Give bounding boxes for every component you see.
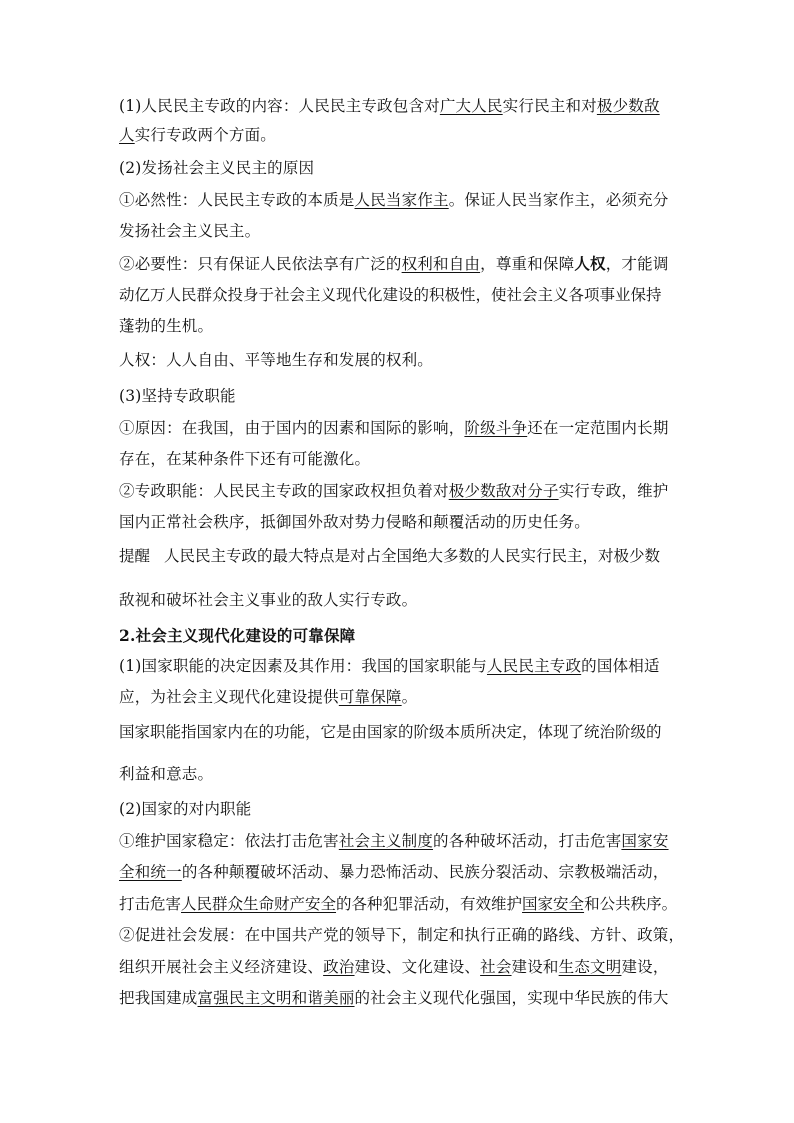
text-run: 建设和 bbox=[511, 958, 559, 976]
text-run: (1)人民民主专政的内容：人民民主专政包含对 bbox=[119, 97, 440, 115]
underlined-answer: 极少数敌 bbox=[596, 97, 660, 115]
text-line bbox=[119, 799, 251, 819]
text-line bbox=[119, 158, 314, 178]
text-run: 实行民主和对 bbox=[502, 97, 597, 115]
underlined-answer: 社会 bbox=[480, 958, 512, 976]
text-run: 实行专政，维护 bbox=[558, 482, 669, 500]
text-run: 建设， bbox=[621, 958, 669, 976]
text-line bbox=[119, 590, 417, 610]
text-run: 还在一定范围内长期 bbox=[527, 419, 669, 437]
text-line bbox=[119, 626, 355, 646]
text-line bbox=[119, 722, 662, 742]
text-run: 的各种破坏活动，打击危害 bbox=[433, 832, 622, 850]
text-run: 的国体相适 bbox=[581, 657, 660, 675]
text-run: 的各种犯罪活动，有效维护 bbox=[336, 895, 523, 913]
underlined-answer: 权利和自由 bbox=[401, 255, 481, 273]
underlined-answer: 国家安全 bbox=[522, 895, 585, 913]
bold-text: 人权 bbox=[574, 254, 606, 273]
text-run: 建设、文化建设、 bbox=[354, 958, 481, 976]
text-line bbox=[119, 350, 433, 370]
text-line bbox=[119, 418, 669, 438]
text-run: ②专政职能：人民民主专政的国家政权担负着对 bbox=[119, 482, 449, 500]
text-line bbox=[119, 546, 660, 566]
text-line bbox=[119, 449, 370, 469]
text-run: 发扬社会主义民主。 bbox=[119, 222, 261, 240]
text-run: ②必要性：只有保证人民依法享有广泛的 bbox=[119, 255, 402, 273]
text-line bbox=[119, 125, 276, 145]
text-run: ，尊重和保障 bbox=[480, 255, 575, 273]
text-line bbox=[119, 316, 213, 336]
underlined-answer: 广大人民 bbox=[439, 97, 503, 115]
text-line bbox=[119, 764, 213, 784]
underlined-answer: 人民群众生命财产安全 bbox=[181, 895, 337, 913]
text-line bbox=[119, 285, 662, 305]
underlined-answer: 可靠保障 bbox=[338, 688, 402, 706]
underlined-answer: 生态文明 bbox=[558, 958, 622, 976]
text-line bbox=[119, 988, 669, 1008]
text-line bbox=[119, 894, 677, 914]
text-run: 人民民主专政的最大特点是对占全国绝大多数的人民实行民主，对极少数 bbox=[164, 547, 661, 565]
text-run: 蓬勃的生机。 bbox=[119, 317, 214, 335]
underlined-answer: 富强民主文明和谐美丽 bbox=[197, 989, 355, 1007]
text-run: (2)发扬社会主义民主的原因 bbox=[119, 159, 315, 177]
text-line bbox=[119, 190, 669, 210]
text-line bbox=[119, 687, 417, 707]
underlined-answer: 社会主义制度 bbox=[338, 832, 434, 850]
text-run: ，才能调 bbox=[605, 255, 669, 273]
text-line bbox=[119, 656, 660, 676]
underlined-answer: 国家安 bbox=[621, 832, 669, 850]
text-run: 应，为社会主义现代化建设提供 bbox=[119, 688, 339, 706]
underlined-answer: 极少数敌对分子 bbox=[448, 482, 559, 500]
text-line bbox=[119, 386, 236, 406]
text-run: 提醒 bbox=[119, 547, 151, 565]
text-run: 的各种颠覆破坏活动、暴力恐怖活动、民族分裂活动、宗教极端活动， bbox=[181, 863, 669, 881]
text-run: (1)国家职能的决定因素及其作用：我国的国家职能与 bbox=[119, 657, 487, 675]
text-run: 敌视和破坏社会主义事业的敌人实行专政。 bbox=[119, 591, 418, 609]
text-run: ①原因：在我国，由于国内的因素和国际的影响， bbox=[119, 419, 465, 437]
underlined-answer: 人 bbox=[119, 126, 135, 144]
text-line bbox=[119, 957, 669, 977]
text-line bbox=[119, 862, 669, 882]
text-run: 动亿万人民群众投身于社会主义现代化建设的积极性，使社会主义各项事业保持 bbox=[119, 286, 662, 304]
text-run: (3)坚持专政职能 bbox=[119, 387, 236, 405]
text-line bbox=[119, 512, 590, 532]
text-run: 把我国建成 bbox=[119, 989, 198, 1007]
text-run: 利益和意志。 bbox=[119, 765, 214, 783]
text-line bbox=[119, 925, 684, 945]
text-run: 打击危害 bbox=[119, 895, 182, 913]
text-line bbox=[119, 254, 669, 274]
text-run: 。保证人民当家作主，必须充分 bbox=[448, 191, 669, 209]
bold-text: 2.社会主义现代化建设的可靠保障 bbox=[119, 626, 356, 645]
text-run: 组织开展社会主义经济建设、 bbox=[119, 958, 324, 976]
underlined-answer: 人民当家作主 bbox=[354, 191, 449, 209]
text-line bbox=[119, 831, 669, 851]
text-run: 存在，在某种条件下还有可能激化。 bbox=[119, 450, 371, 468]
text-run: 国家职能指国家内在的功能，它是由国家的阶级本质所决定，体现了统治阶级的 bbox=[119, 723, 662, 741]
text-line bbox=[119, 96, 660, 116]
underlined-answer: 政治 bbox=[323, 958, 355, 976]
text-run: ①必然性：人民民主专政的本质是 bbox=[119, 191, 355, 209]
text-run: 实行专政两个方面。 bbox=[134, 126, 277, 144]
text-run: 。 bbox=[401, 688, 418, 706]
text-run: 人权：人人自由、平等地生存和发展的权利。 bbox=[119, 351, 434, 369]
text-line bbox=[119, 481, 669, 501]
text-run: 和公共秩序。 bbox=[584, 895, 678, 913]
text-line bbox=[119, 221, 260, 241]
underlined-answer: 全和统一 bbox=[119, 863, 182, 881]
text-run: (2)国家的对内职能 bbox=[119, 800, 252, 818]
underlined-answer: 阶级斗争 bbox=[464, 419, 528, 437]
text-run: ②促进社会发展：在中国共产党的领导下，制定和执行正确的路线、方针、政策， bbox=[119, 926, 685, 944]
text-run: 国内正常社会秩序，抵御国外敌对势力侵略和颠覆活动的历史任务。 bbox=[119, 513, 591, 531]
underlined-answer: 人民民主专政 bbox=[486, 657, 582, 675]
text-run: ①维护国家稳定：依法打击危害 bbox=[119, 832, 339, 850]
text-run: 的社会主义现代化强国，实现中华民族的伟大 bbox=[354, 989, 669, 1007]
